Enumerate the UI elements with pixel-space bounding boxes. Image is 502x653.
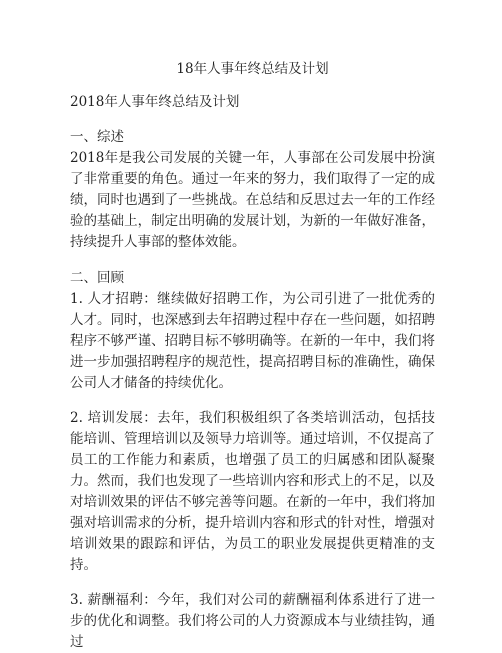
review-item-recruitment: 1. 人才招聘：继续做好招聘工作，为公司引进了一批优秀的人才。同时，也深感到去年招聘过程中存在一些问题，如招聘程序不够严谨、招聘目标不够明确等。在新的一年中，我们将进一步加强招聘程序的规范性，提高招聘目标的准确性，确保公司人才储备的持续优化。 xyxy=(70,291,435,391)
overview-paragraph: 2018年是我公司发展的关键一年，人事部在公司发展中扮演了非常重要的角色。通过一年来的努力，我们取得了一定的成绩，同时也遇到了一些挑战。在总结和反思过去一年的工作经验的基础上，制定出明确的发展计划，为新的一年做好准备，持续提升人事部的整体效能。 xyxy=(70,150,435,250)
section-heading-review: 二、回顾 xyxy=(70,270,124,286)
section-heading-overview: 一、综述 xyxy=(70,129,124,145)
document-page xyxy=(70,60,435,653)
review-item-training: 2. 培训发展：去年，我们积极组织了各类培训活动，包括技能培训、管理培训以及领导力培训等。通过培训，不仅提高了员工的工作能力和素质，也增强了员工的归属感和团队凝聚力。然而，我们也发现了一些培训内容和形式上的不足，以及对培训效果的评估不够完善等问题。在新的一年中，我们将加强对培训需求的分析，提升培训内容和形式的针对性，增强对培训效果的跟踪和评估，为员工的职业发展提供更精准的支持。 xyxy=(70,410,435,573)
document-subtitle: 2018年人事年终总结及计划 xyxy=(70,94,240,110)
document-title: 18年人事年终总结及计划 xyxy=(176,61,329,77)
review-item-compensation: 3. 薪酬福利：今年，我们对公司的薪酬福利体系进行了进一步的优化和调整。我们将公司的人力资源成本与业绩挂钩，通过 xyxy=(70,592,435,650)
